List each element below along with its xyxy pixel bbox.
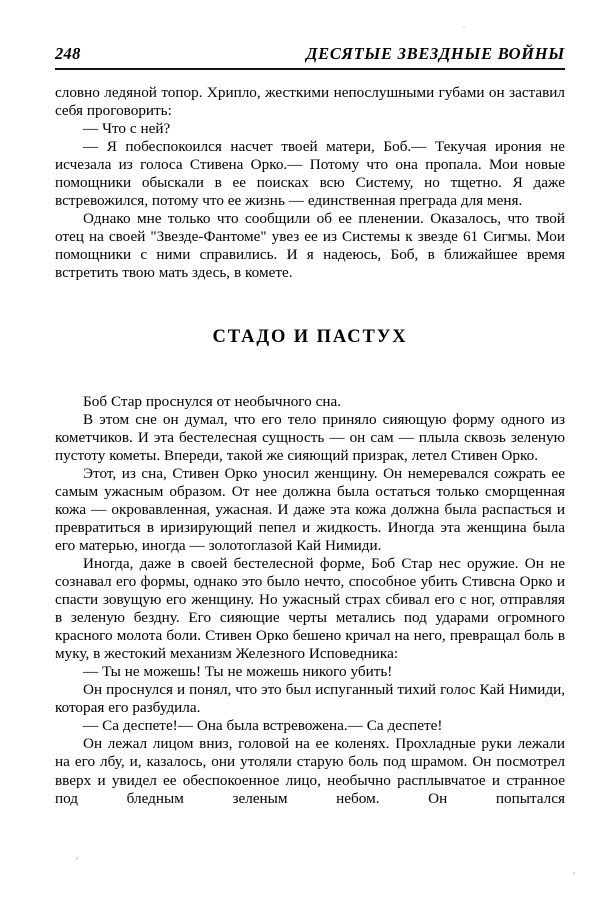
paragraph: Он лежал лицом вниз, головой на ее коленях. Прохладные руки лежали на его лбу, и, казалось, они утоляли старую боль под шрамом. Он посмотрел вверх и увидел ее обеспокоенное лицо, необычно расплывчатое и странное под бледным зеленым небом. Он попытался bbox=[55, 735, 565, 807]
dialogue-line: — Что с ней? bbox=[83, 120, 171, 138]
paragraph: Боб Стар проснулся от необычного сна. bbox=[83, 392, 342, 410]
running-title: ДЕСЯТЫЕ ЗВЕЗДНЫЕ ВОЙНЫ bbox=[306, 44, 565, 63]
dialogue-line: — Са деспете!— Она была встревожена.— Са деспете! bbox=[83, 717, 443, 735]
paragraph: Он проснулся и понял, что это был испуганный тихий голос Кай Нимиди, которая его разбудила. bbox=[55, 681, 565, 717]
paragraph: словно ледяной топор. Хрипло, жесткими непослушными губами он заставил себя проговорить: bbox=[55, 84, 565, 120]
scan-speckle bbox=[463, 26, 465, 28]
scan-speckle bbox=[573, 872, 575, 875]
scan-speckle bbox=[76, 857, 78, 860]
paragraph: Иногда, даже в своей бестелесной форме, Боб Стар нес оружие. Он не сознавал его формы, однако это было нечто, способное убить Стивсна Орко и спасти зовущую его женщину. Но ужасный страх сбивал его с ног, отправляя в зеленую бездну. Его сияющие черты метались под ударами огромного красного молота боли. Стивен Орко бешено кричал на него, превращал боль в муку, в жестокий механизм Железного Исповедника: bbox=[55, 554, 565, 663]
heading-spacer-below bbox=[55, 347, 565, 393]
page-number: 248 bbox=[55, 44, 81, 63]
paragraph: Однако мне только что сообщили об ее пленении. Оказалось, что твой отец на своей "Звезде-Фантоме" увез ее из Системы к звезде 61 Сигмы. Мои помощники с ними справились. И я надеюсь, Боб, в ближайшее время встретить твою мать здесь, в комете. bbox=[55, 210, 565, 282]
header-rule bbox=[55, 68, 565, 70]
dialogue-line: — Ты не можешь! Ты не можешь никого убить! bbox=[83, 663, 393, 681]
dialogue-line: — Я побеспокоился насчет твоей матери, Боб.— Текучая ирония не исчезала из голоса Стивена Орко.— Потому что она пропала. Мои новые помощники обыскали в ее поисках всю Систему, но тщетно. Я даже встревожился, потому что ее жизнь — единственная преграда для меня. bbox=[55, 138, 565, 210]
text-column bbox=[55, 84, 565, 826]
paragraph: В этом сне он думал, что его тело приняло сияющую форму одного из кометчиков. И эта бестелесная сущность — он сам — плыла сквозь зеленую пустоту кометы. Впереди, такой же сияющий призрак, летел Стивен Орко. bbox=[55, 410, 565, 464]
chapter-heading: СТАДО И ПАСТУХ bbox=[212, 326, 408, 347]
paragraph: Этот, из сна, Стивен Орко уносил женщину. Он немеревался сожрать ее самым ужасным образом. От нее должна была остаться только сморщенная кожа — окровавленная, ужасная. И даже эта кожа должна была распасться и превратиться в иризирующий пепел и жидкость. Иногда эта женщина была его матерью, иногда — золотоглазой Кай Нимиди. bbox=[55, 464, 565, 554]
heading-spacer-above bbox=[55, 283, 565, 327]
running-head bbox=[55, 44, 565, 64]
